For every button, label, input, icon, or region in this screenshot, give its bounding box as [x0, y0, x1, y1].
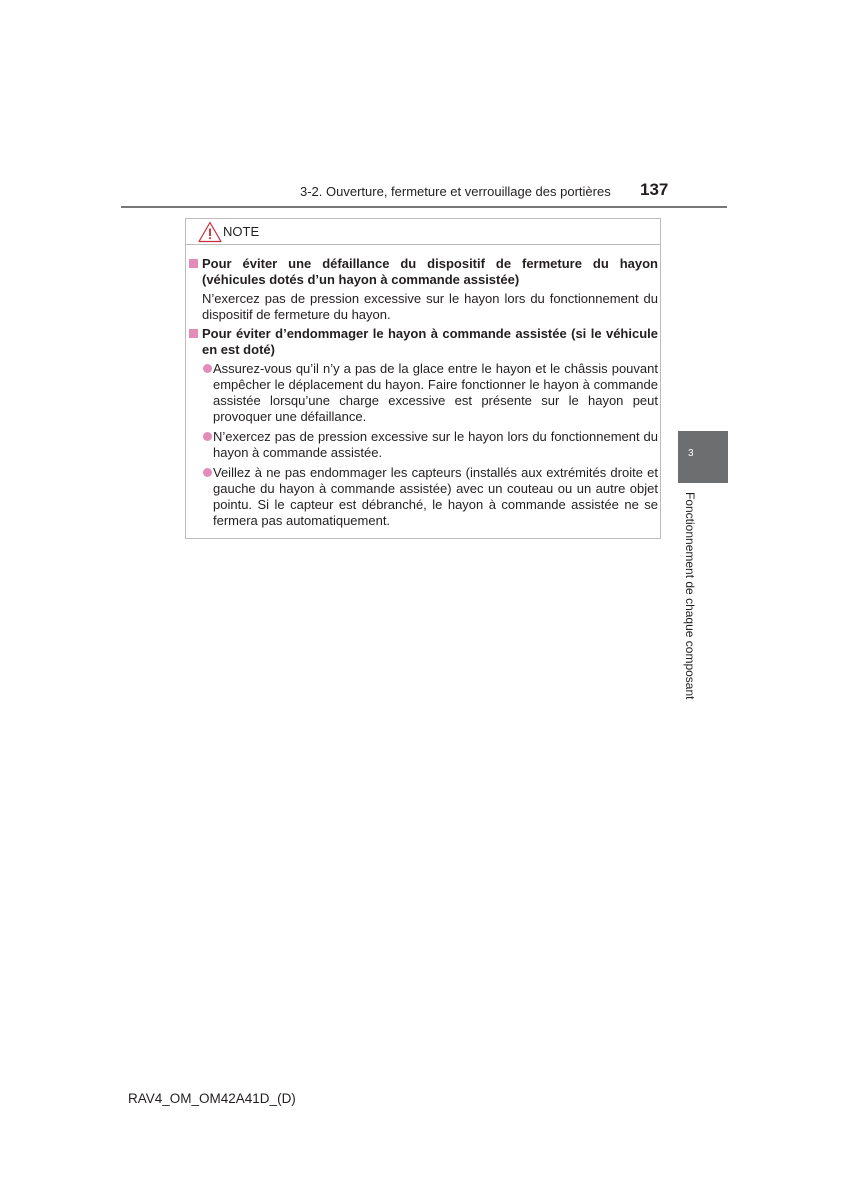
square-bullet-icon: [189, 259, 198, 268]
section-heading-power-hatch-damage: [189, 326, 658, 358]
list-item-text: Assurez-vous qu’il n’y a pas de la glace entre le hayon et le châssis pouvant empêcher le déplacement du hayon. Faire fonctionner le hayon à commande assistée lorsqu’une charge excessive est présente sur le hayon peut provoquer une défaillance.: [213, 361, 658, 424]
list-item-text: Veillez à ne pas endommager les capteurs (installés aux extrémités droite et gauche du hayon à commande assistée) avec un couteau ou un autre objet pointu. Si le capteur est débranché, le hayon à commande assistée ne se fermera pas automatiquement.: [213, 465, 658, 528]
note-header: [186, 219, 660, 245]
warning-triangle-icon: [198, 221, 222, 243]
list-item: [189, 429, 658, 461]
list-item: [189, 361, 658, 425]
header-divider: [121, 206, 727, 208]
round-bullet-icon: [203, 468, 212, 477]
section-heading-text: Pour éviter d’endommager le hayon à commande assistée (si le véhicule en est doté): [202, 326, 658, 357]
chapter-tab: [678, 431, 728, 483]
page-number: 137: [640, 180, 669, 199]
header-section-title: 3-2. Ouverture, fermeture et verrouillage des portières: [300, 184, 611, 199]
note-box: [185, 218, 661, 539]
note-label: NOTE: [223, 224, 260, 239]
section-heading-text: Pour éviter une défaillance du dispositif de fermeture du hayon (véhicules dotés d’un hayon à commande assistée): [202, 256, 658, 287]
list-item-text: N’exercez pas de pression excessive sur le hayon lors du fonctionnement du hayon à commande assistée.: [213, 429, 658, 460]
section-paragraph: N’exercez pas de pression excessive sur le hayon lors du fonctionnement du dispositif de fermeture du hayon.: [202, 291, 658, 322]
square-bullet-icon: [189, 329, 198, 338]
note-body: [189, 256, 658, 533]
list-item: [189, 465, 658, 529]
section-heading-closer-failure: [189, 256, 658, 288]
footer-document-code: RAV4_OM_OM42A41D_(D): [128, 1091, 296, 1106]
round-bullet-icon: [203, 364, 212, 373]
round-bullet-icon: [203, 432, 212, 441]
chapter-title-vertical: Fonctionnement de chaque composant: [683, 492, 697, 700]
chapter-number: 3: [688, 448, 694, 459]
